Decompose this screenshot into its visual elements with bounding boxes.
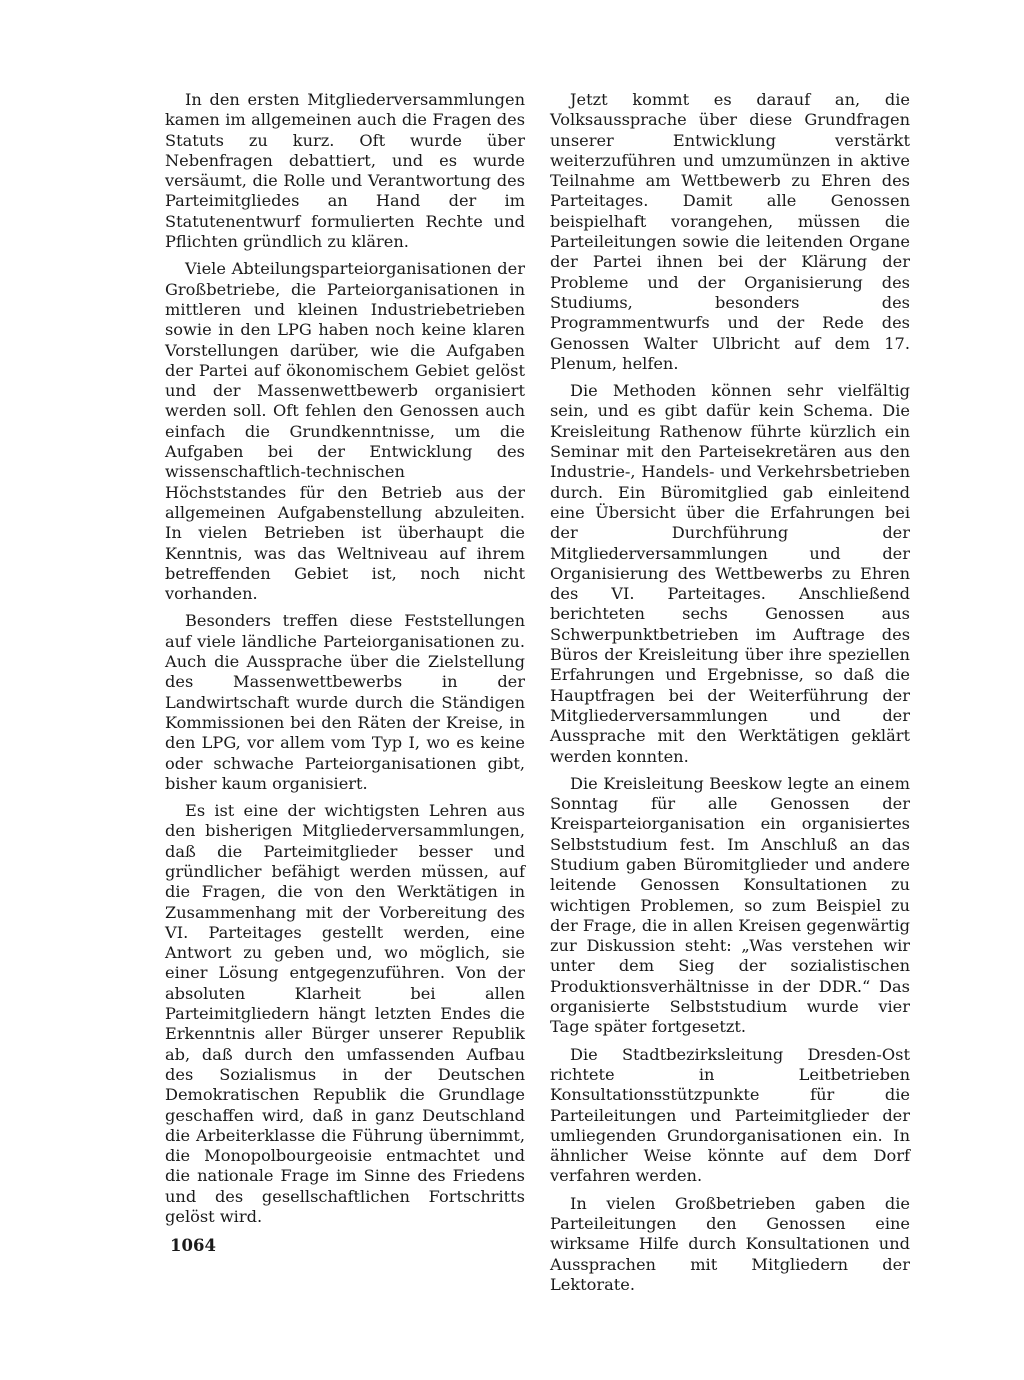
paragraph: Die Stadtbezirksleitung Dresden-Ost richtete in Leitbetrieben Konsultationsstützpunkte für die Parteileitungen und Parteimitglieder der umliegenden Grundorganisationen ein. In ähnlicher Weise könnte auf dem Dorf verfahren werden. bbox=[550, 1044, 910, 1186]
paragraph: In den ersten Mitgliederversammlungen kamen im allgemeinen auch die Fragen des Statuts zu kurz. Oft wurde über Nebenfragen debattiert, und es wurde versäumt, die Rolle und Verantwortung des Parteimitgliedes an Hand der im Statutenentwurf formulierten Rechte und Pflichten gründlich zu klären. bbox=[165, 90, 525, 252]
paragraph: Die Methoden können sehr vielfältig sein, und es gibt dafür kein Schema. Die Kreisleitung Rathenow führte kürzlich ein Seminar mit den Parteisekretären aus den Industrie-, Handels- und Verkehrsbetrieben durch. Ein Büromitglied gab einleitend eine Übersicht über die Erfahrungen bei der Durchführung der Mitgliederversammlungen und der Organisierung des Wettbewerbs zu Ehren des VI. Parteitages. Anschließend berichteten sechs Genossen aus Schwerpunktbetrieben im Auftrage des Büros der Kreisleitung über ihre speziellen Erfahrungen und Ergebnisse, so daß die Hauptfragen bei der Weiterführung der Mitgliederversammlungen und der Aussprache mit den Werktätigen geklärt werden konnten. bbox=[550, 381, 910, 766]
right-text-column bbox=[550, 90, 910, 1302]
paragraph: Die Kreisleitung Beeskow legte an einem Sonntag für alle Genossen der Kreisparteiorganisation ein organisiertes Selbststudium fest. Im Anschluß an das Studium gaben Büromitglieder und andere leitende Genossen Konsultationen zu wichtigen Problemen, so zum Beispiel zu der Frage, die in allen Kreisen gegenwärtig zur Diskussion steht: „Was verstehen wir unter dem Sieg der sozialistischen Produktionsverhältnisse in der DDR.“ Das organisierte Selbststudium wurde vier Tage später fortgesetzt. bbox=[550, 773, 910, 1037]
paragraph: Viele Abteilungsparteiorganisationen der Großbetriebe, die Parteiorganisationen in mittleren und kleinen Industriebetrieben sowie in den LPG haben noch keine klaren Vorstellungen darüber, wie die Aufgaben der Partei auf ökonomischem Gebiet gelöst und der Massenwettbewerb organisiert werden soll. Oft fehlen den Genossen auch einfach die Grundkenntnisse, um die Aufgaben bei der Entwicklung des wissenschaftlich-technischen Höchststandes für den Betrieb aus der allgemeinen Aufgabenstellung abzuleiten. In vielen Betrieben ist überhaupt die Kenntnis, was das Weltniveau auf ihrem betreffenden Gebiet ist, noch nicht vorhanden. bbox=[165, 259, 525, 604]
paragraph: Es ist eine der wichtigsten Lehren aus den bisherigen Mitgliederversammlungen, daß die Parteimitglieder besser und gründlicher befähigt werden müssen, auf die Fragen, die von den Werktätigen in Zusammenhang mit der Vorbereitung des VI. Parteitages gestellt werden, eine Antwort zu geben und, wo möglich, sie einer Lösung entgegenzuführen. Von der absoluten Klarheit bei allen Parteimitgliedern hängt letzten Endes die Erkenntnis aller Bürger unserer Republik ab, daß durch den umfassenden Aufbau des Sozialismus in der Deutschen Demokratischen Republik die Grundlage geschaffen wird, daß in ganz Deutschland die Arbeiterklasse die Führung übernimmt, die Monopolbourgeoisie entmachtet und die nationale Frage im Sinne des Friedens und des gesellschaftlichen Fortschritts gelöst wird. bbox=[165, 801, 525, 1227]
paragraph: Besonders treffen diese Feststellungen auf viele ländliche Parteiorganisationen zu. Auch die Aussprache über die Zielstellung des Massenwettbewerbs in der Landwirtschaft wurde durch die Ständigen Kommissionen bei den Räten der Kreise, in den LPG, vor allem vom Typ I, wo es keine oder schwache Parteiorganisationen gibt, bisher kaum organisiert. bbox=[165, 611, 525, 793]
paragraph: Jetzt kommt es darauf an, die Volksaussprache über diese Grundfragen unserer Entwicklung verstärkt weiterzuführen und umzumünzen in aktive Teilnahme am Wettbewerb zu Ehren des Parteitages. Damit alle Genossen beispielhaft vorangehen, müssen die Parteileitungen sowie die leitenden Organe der Partei ihnen bei der Klärung der Probleme und der Organisierung des Studiums, besonders des Programmentwurfs und der Rede des Genossen Walter Ulbricht auf dem 17. Plenum, helfen. bbox=[550, 90, 910, 373]
paragraph: In vielen Großbetrieben gaben die Parteileitungen den Genossen eine wirksame Hilfe durch Konsultationen und Aussprachen mit Mitgliedern der Lektorate. bbox=[550, 1193, 910, 1294]
left-text-column bbox=[165, 90, 525, 1234]
page-number: 1064 bbox=[170, 1236, 216, 1255]
